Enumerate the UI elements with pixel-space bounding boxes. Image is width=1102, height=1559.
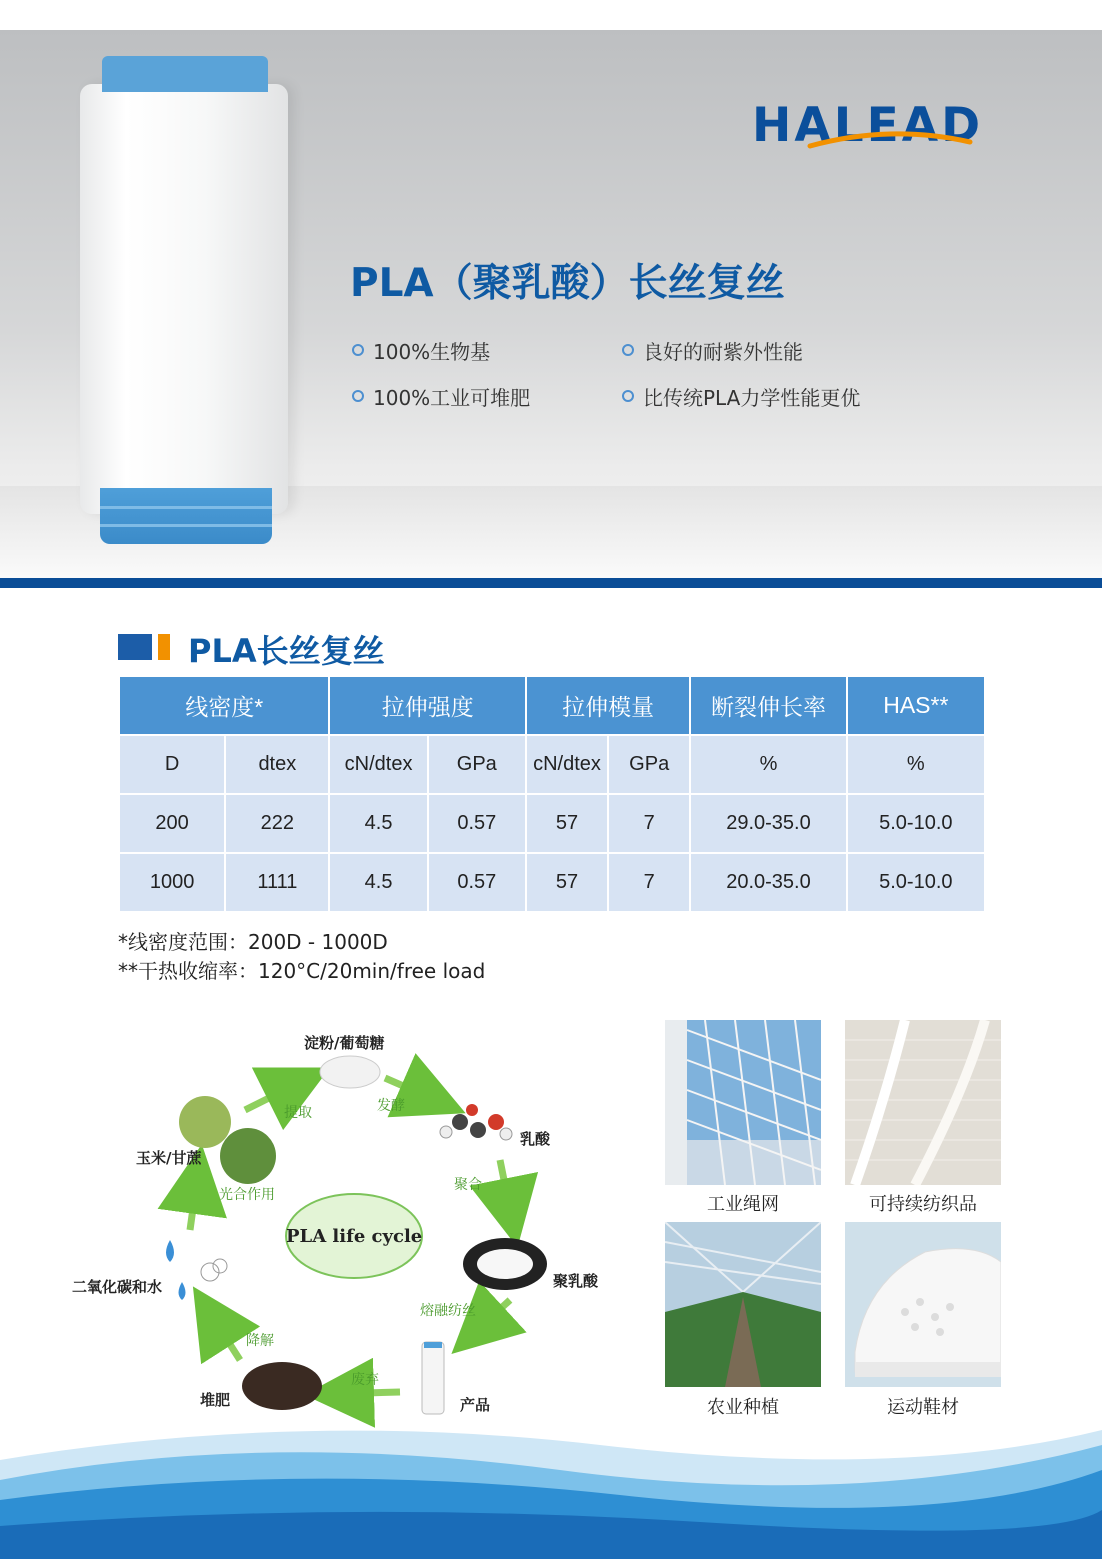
table-cell: GPa [429,736,525,793]
node-label-product: 产品 [460,1396,491,1414]
node-label-compost: 堆肥 [200,1391,231,1409]
spool-image [80,84,288,514]
table-row [120,854,984,911]
table-cell: 29.0-35.0 [691,795,845,852]
table-cell: 4.5 [330,795,426,852]
table-cell: 1000 [120,854,224,911]
table-cell: % [848,736,984,793]
greenhouse-image [665,1222,821,1387]
spool-base [100,488,272,544]
footnote: *线密度范围：200D - 1000D [118,930,388,954]
step-label-polymerize: 聚合 [454,1177,482,1193]
table-cell: % [691,736,845,793]
brand-logo: HALEAD [752,98,984,153]
table-cell: GPa [609,736,689,793]
node-label-lactic-acid: 乳酸 [520,1130,551,1148]
section-marker-blue [118,634,152,660]
step-label-ferment: 发酵 [377,1098,405,1114]
product-spool-cap [424,1342,442,1348]
arrow-melt-spin-icon [472,1300,510,1335]
bullet-icon [352,344,364,356]
table-row [120,795,984,852]
caption-sneaker: 运动鞋材 [887,1397,959,1418]
sneaker-image [845,1222,1001,1387]
divider-stripe [0,578,1102,588]
spool-base-groove [100,506,272,509]
footnote: **干热收缩率：120°C/20min/free load [118,959,486,983]
arrow-photosynthesis-icon [190,1172,198,1230]
step-label-melt-spin: 熔融纺丝 [420,1303,476,1319]
starch-icon [320,1056,380,1088]
section-title: PLA长丝复丝 [188,632,385,670]
table-cell: 0.57 [429,795,525,852]
arrow-polymerize-icon [500,1160,512,1220]
table-cell: 1111 [226,854,328,911]
table-cell: 200 [120,795,224,852]
arrow-discard-icon [332,1392,400,1394]
table-cell: 5.0-10.0 [848,795,984,852]
table-cell: 4.5 [330,854,426,911]
step-label-discard: 废弃 [351,1372,379,1388]
lifecycle-center-label: PLA life cycle [286,1226,423,1247]
node-label-pla: 聚乳酸 [553,1272,599,1290]
table-header-cell: 线密度* [120,677,328,734]
feature-item: 良好的耐紫外性能 [622,336,803,365]
table-cell: 7 [609,795,689,852]
logo-swoosh-icon [770,120,1010,150]
lifecycle-diagram [60,1010,660,1430]
feature-item: 100%生物基 [352,336,490,365]
corn-icon [179,1096,231,1148]
table-header-row [120,677,984,734]
table-unit-row [120,736,984,793]
water-drop-icon [166,1240,227,1300]
table-cell: cN/dtex [330,736,426,793]
table-cell: 57 [527,854,607,911]
step-label-degrade: 降解 [246,1333,274,1349]
pla-pellets-highlight [477,1249,533,1279]
table-cell: dtex [226,736,328,793]
table-cell: 5.0-10.0 [848,854,984,911]
textile-image [845,1020,1001,1185]
table-cell: cN/dtex [527,736,607,793]
arrow-degrade-icon [208,1310,240,1360]
table-cell: D [120,736,224,793]
molecule-icon [440,1104,512,1140]
table-header-cell: 拉伸模量 [527,677,689,734]
node-label-corn: 玉米/甘蔗 [136,1149,202,1167]
sugarcane-icon [220,1128,276,1184]
node-label-starch: 淀粉/葡萄糖 [304,1034,385,1052]
table-cell: 7 [609,854,689,911]
page-title: PLA（聚乳酸）长丝复丝 [350,261,785,306]
table-header-cell: 拉伸强度 [330,677,524,734]
bullet-icon [622,390,634,402]
feature-item: 100%工业可堆肥 [352,382,530,411]
bullet-icon [352,390,364,402]
industrial-net-image [665,1020,821,1185]
node-label-co2: 二氧化碳和水 [72,1278,163,1296]
spool-base-groove [100,524,272,527]
step-label-extract: 提取 [284,1105,312,1121]
spec-table [118,675,986,913]
caption-industrial-net: 工业绳网 [707,1194,779,1215]
table-cell: 57 [527,795,607,852]
step-label-photosynthesis: 光合作用 [219,1187,275,1203]
table-header-cell: 断裂伸长率 [691,677,845,734]
section-marker-orange [158,634,170,660]
table-cell: 222 [226,795,328,852]
footer-waves [0,1400,1102,1559]
bullet-icon [622,344,634,356]
table-header-cell: HAS** [848,677,984,734]
caption-agriculture: 农业种植 [707,1397,779,1418]
table-cell: 20.0-35.0 [691,854,845,911]
table-cell: 0.57 [429,854,525,911]
feature-item: 比传统PLA力学性能更优 [622,382,860,411]
caption-textile: 可持续纺织品 [869,1194,977,1215]
spool-cap [102,56,268,92]
